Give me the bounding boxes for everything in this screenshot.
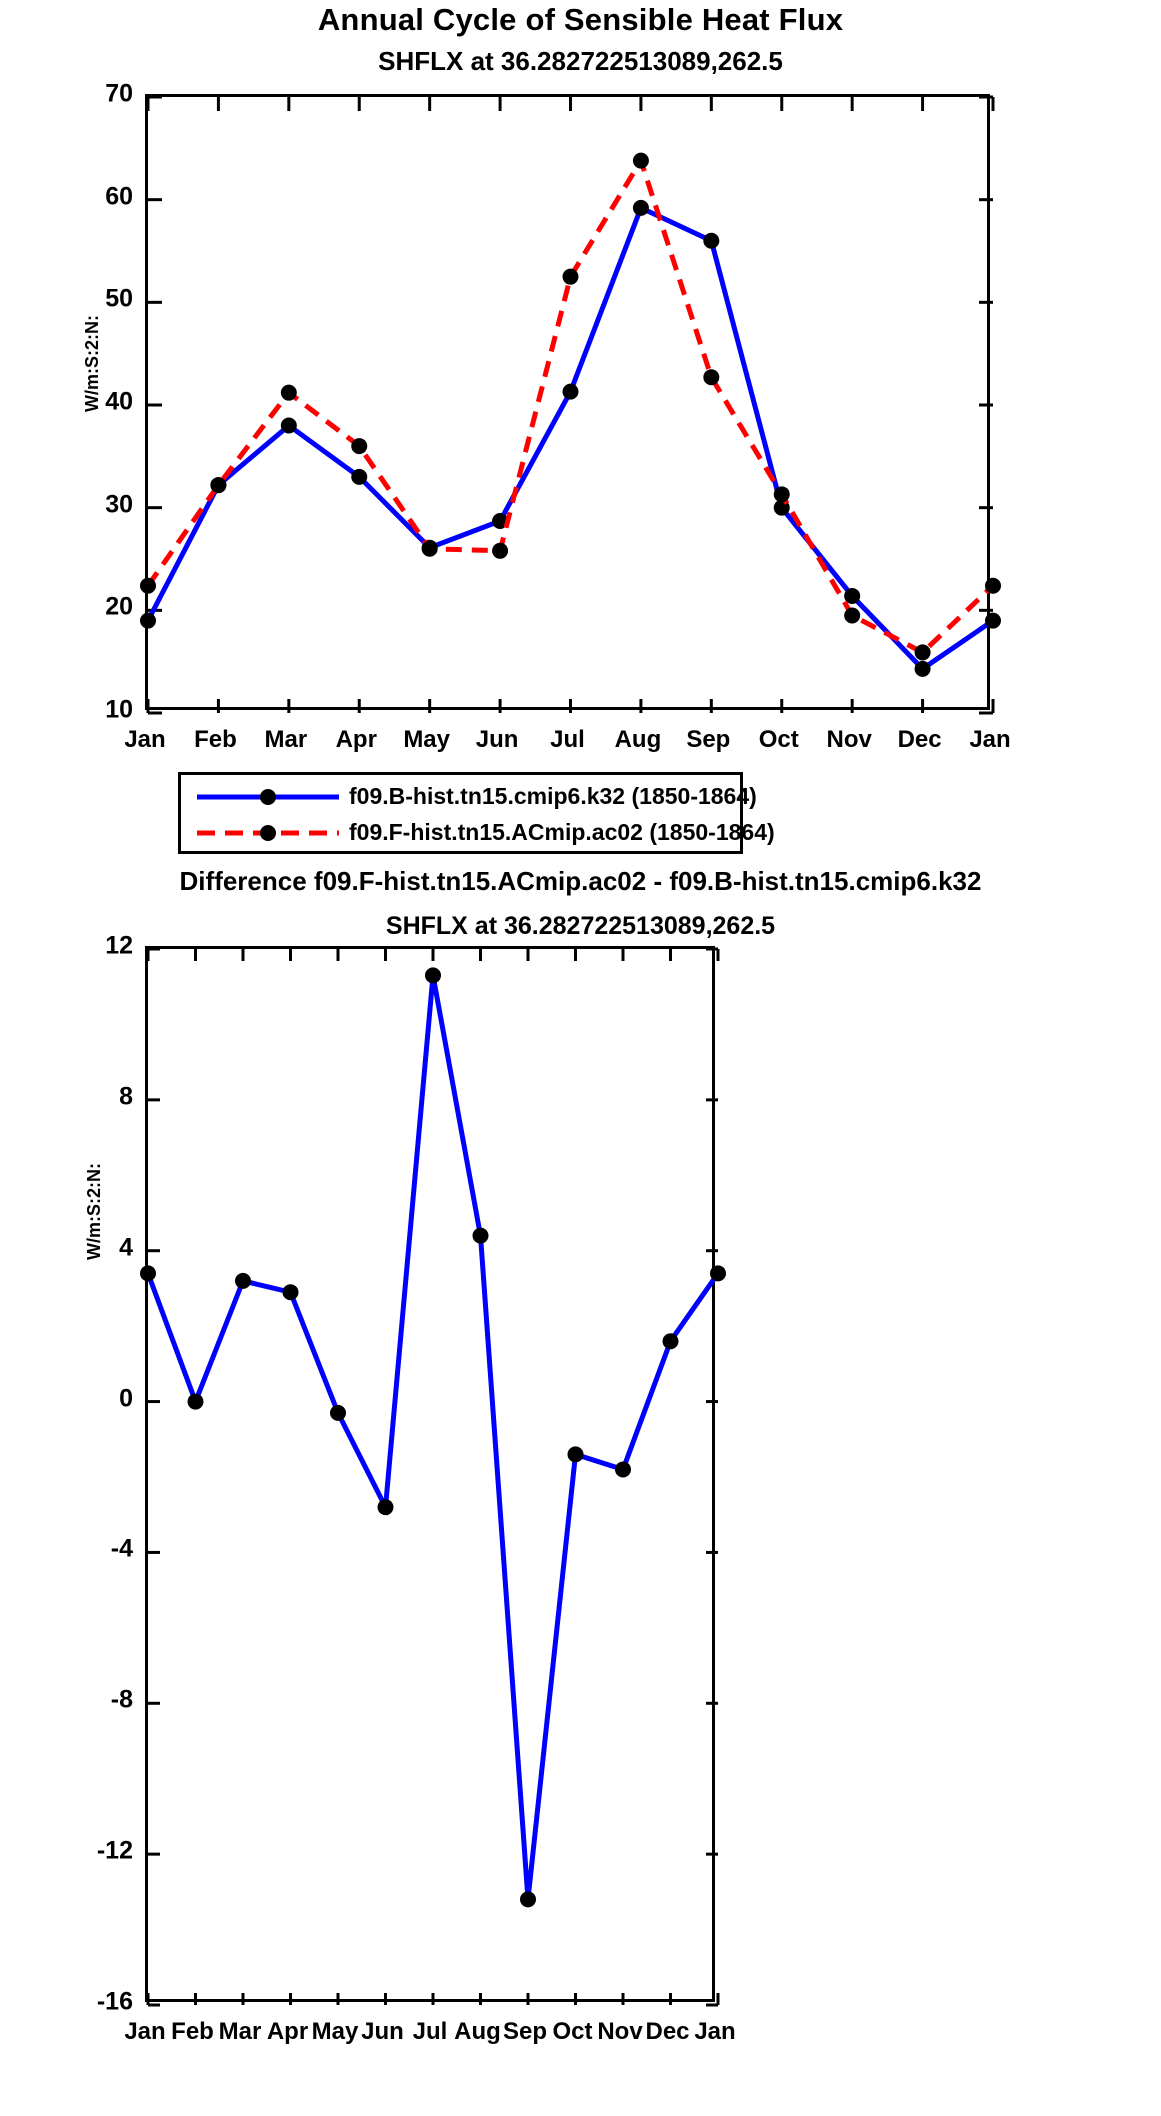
y-tick-label: 40 [105,387,133,416]
annual-cycle-plot [145,94,990,710]
x-tick-label: Dec [897,726,942,753]
y-tick-label: 60 [105,182,133,211]
x-tick-label: Jul [550,726,585,753]
data-point [915,661,931,677]
legend-line-sample-blue [193,779,343,815]
x-tick-label: Nov [826,726,872,753]
legend-item-0 [181,779,757,815]
x-tick-label: Oct [758,726,799,753]
x-tick-label: Aug [454,2018,501,2045]
x-tick-label: Feb [171,2018,214,2045]
data-point [140,1265,156,1281]
data-point [422,541,438,557]
x-tick-label: Sep [686,726,731,753]
data-point [520,1891,536,1907]
legend-label-0: f09.B-hist.tn15.cmip6.k32 (1850-1864) [349,783,757,809]
x-tick-label: Jan [969,726,1011,753]
data-point [425,967,441,983]
top-plot-subtitle: SHFLX at 36.282722513089,262.5 [378,46,783,76]
y-tick-label: -12 [96,1836,133,1865]
x-tick-label: Aug [614,726,662,753]
x-tick-label: Oct [552,2018,593,2045]
y-tick-label: 70 [105,79,133,108]
top-y-axis-title: W/m:S:2:N: [82,315,102,412]
y-tick-label: 50 [105,284,133,313]
data-point [140,613,156,629]
data-point [351,469,367,485]
page-title: Annual Cycle of Sensible Heat Flux [317,2,844,37]
x-tick-label: Nov [597,2018,643,2045]
data-point [378,1499,394,1515]
x-tick-label: Jun [475,726,519,753]
data-point [915,644,931,660]
x-tick-label: Jun [361,2018,404,2045]
x-tick-label: Apr [335,726,377,753]
x-tick-label: Sep [502,2018,547,2045]
data-point [281,385,297,401]
data-point [563,384,579,400]
y-tick-label: 30 [105,490,133,519]
y-tick-label: 12 [105,931,133,960]
data-point [473,1228,489,1244]
y-tick-label: 0 [119,1384,133,1413]
data-point [985,578,1001,594]
x-tick-label: May [403,726,450,753]
data-point [210,477,226,493]
data-point [568,1446,584,1462]
difference-title: Difference f09.F-hist.tn15.ACmip.ac02 - f09.B-hist.tn15.cmip6.k32 [179,866,982,896]
data-point [615,1461,631,1477]
bottom-plot-subtitle: SHFLX at 36.282722513089,262.5 [385,912,776,940]
data-point [283,1284,299,1300]
data-point [774,486,790,502]
x-tick-label: Mar [218,2018,262,2045]
x-tick-label: Jan [124,726,166,753]
data-point [985,613,1001,629]
data-point [703,233,719,249]
y-tick-label: 8 [119,1082,133,1111]
data-point [633,153,649,169]
data-point [633,200,649,216]
data-point [663,1333,679,1349]
data-point [710,1265,726,1281]
y-tick-label: -16 [96,1987,133,2016]
data-point [492,543,508,559]
series-line [148,975,718,1899]
series-line [148,161,993,653]
annual-cycle-svg [148,97,993,713]
legend [178,772,775,854]
data-point [351,438,367,454]
data-point [563,269,579,285]
y-tick-label: 20 [105,592,133,621]
difference-svg [148,949,718,2005]
y-tick-label: -8 [110,1685,133,1714]
y-tick-label: 10 [105,695,133,724]
data-point [844,607,860,623]
data-point [281,418,297,434]
x-tick-label: May [311,2018,359,2045]
x-tick-label: Jul [412,2018,448,2045]
difference-plot [145,946,715,2002]
data-point [188,1394,204,1410]
legend-label-1: f09.F-hist.tn15.ACmip.ac02 (1850-1864) [349,819,775,845]
x-tick-label: Mar [264,726,308,753]
x-tick-label: Jan [124,2018,166,2045]
y-tick-label: -4 [110,1534,133,1563]
x-tick-label: Apr [266,2018,309,2045]
bottom-y-axis-title: W/m:S:2:N: [84,1163,104,1260]
data-point [140,578,156,594]
y-tick-label: 4 [119,1233,133,1262]
x-tick-label: Jan [694,2018,736,2045]
legend-line-sample-red [193,815,343,851]
data-point [703,369,719,385]
x-tick-label: Feb [194,726,237,753]
x-tick-label: Dec [645,2018,690,2045]
data-point [330,1405,346,1421]
data-point [235,1273,251,1289]
legend-item-1 [181,815,775,851]
